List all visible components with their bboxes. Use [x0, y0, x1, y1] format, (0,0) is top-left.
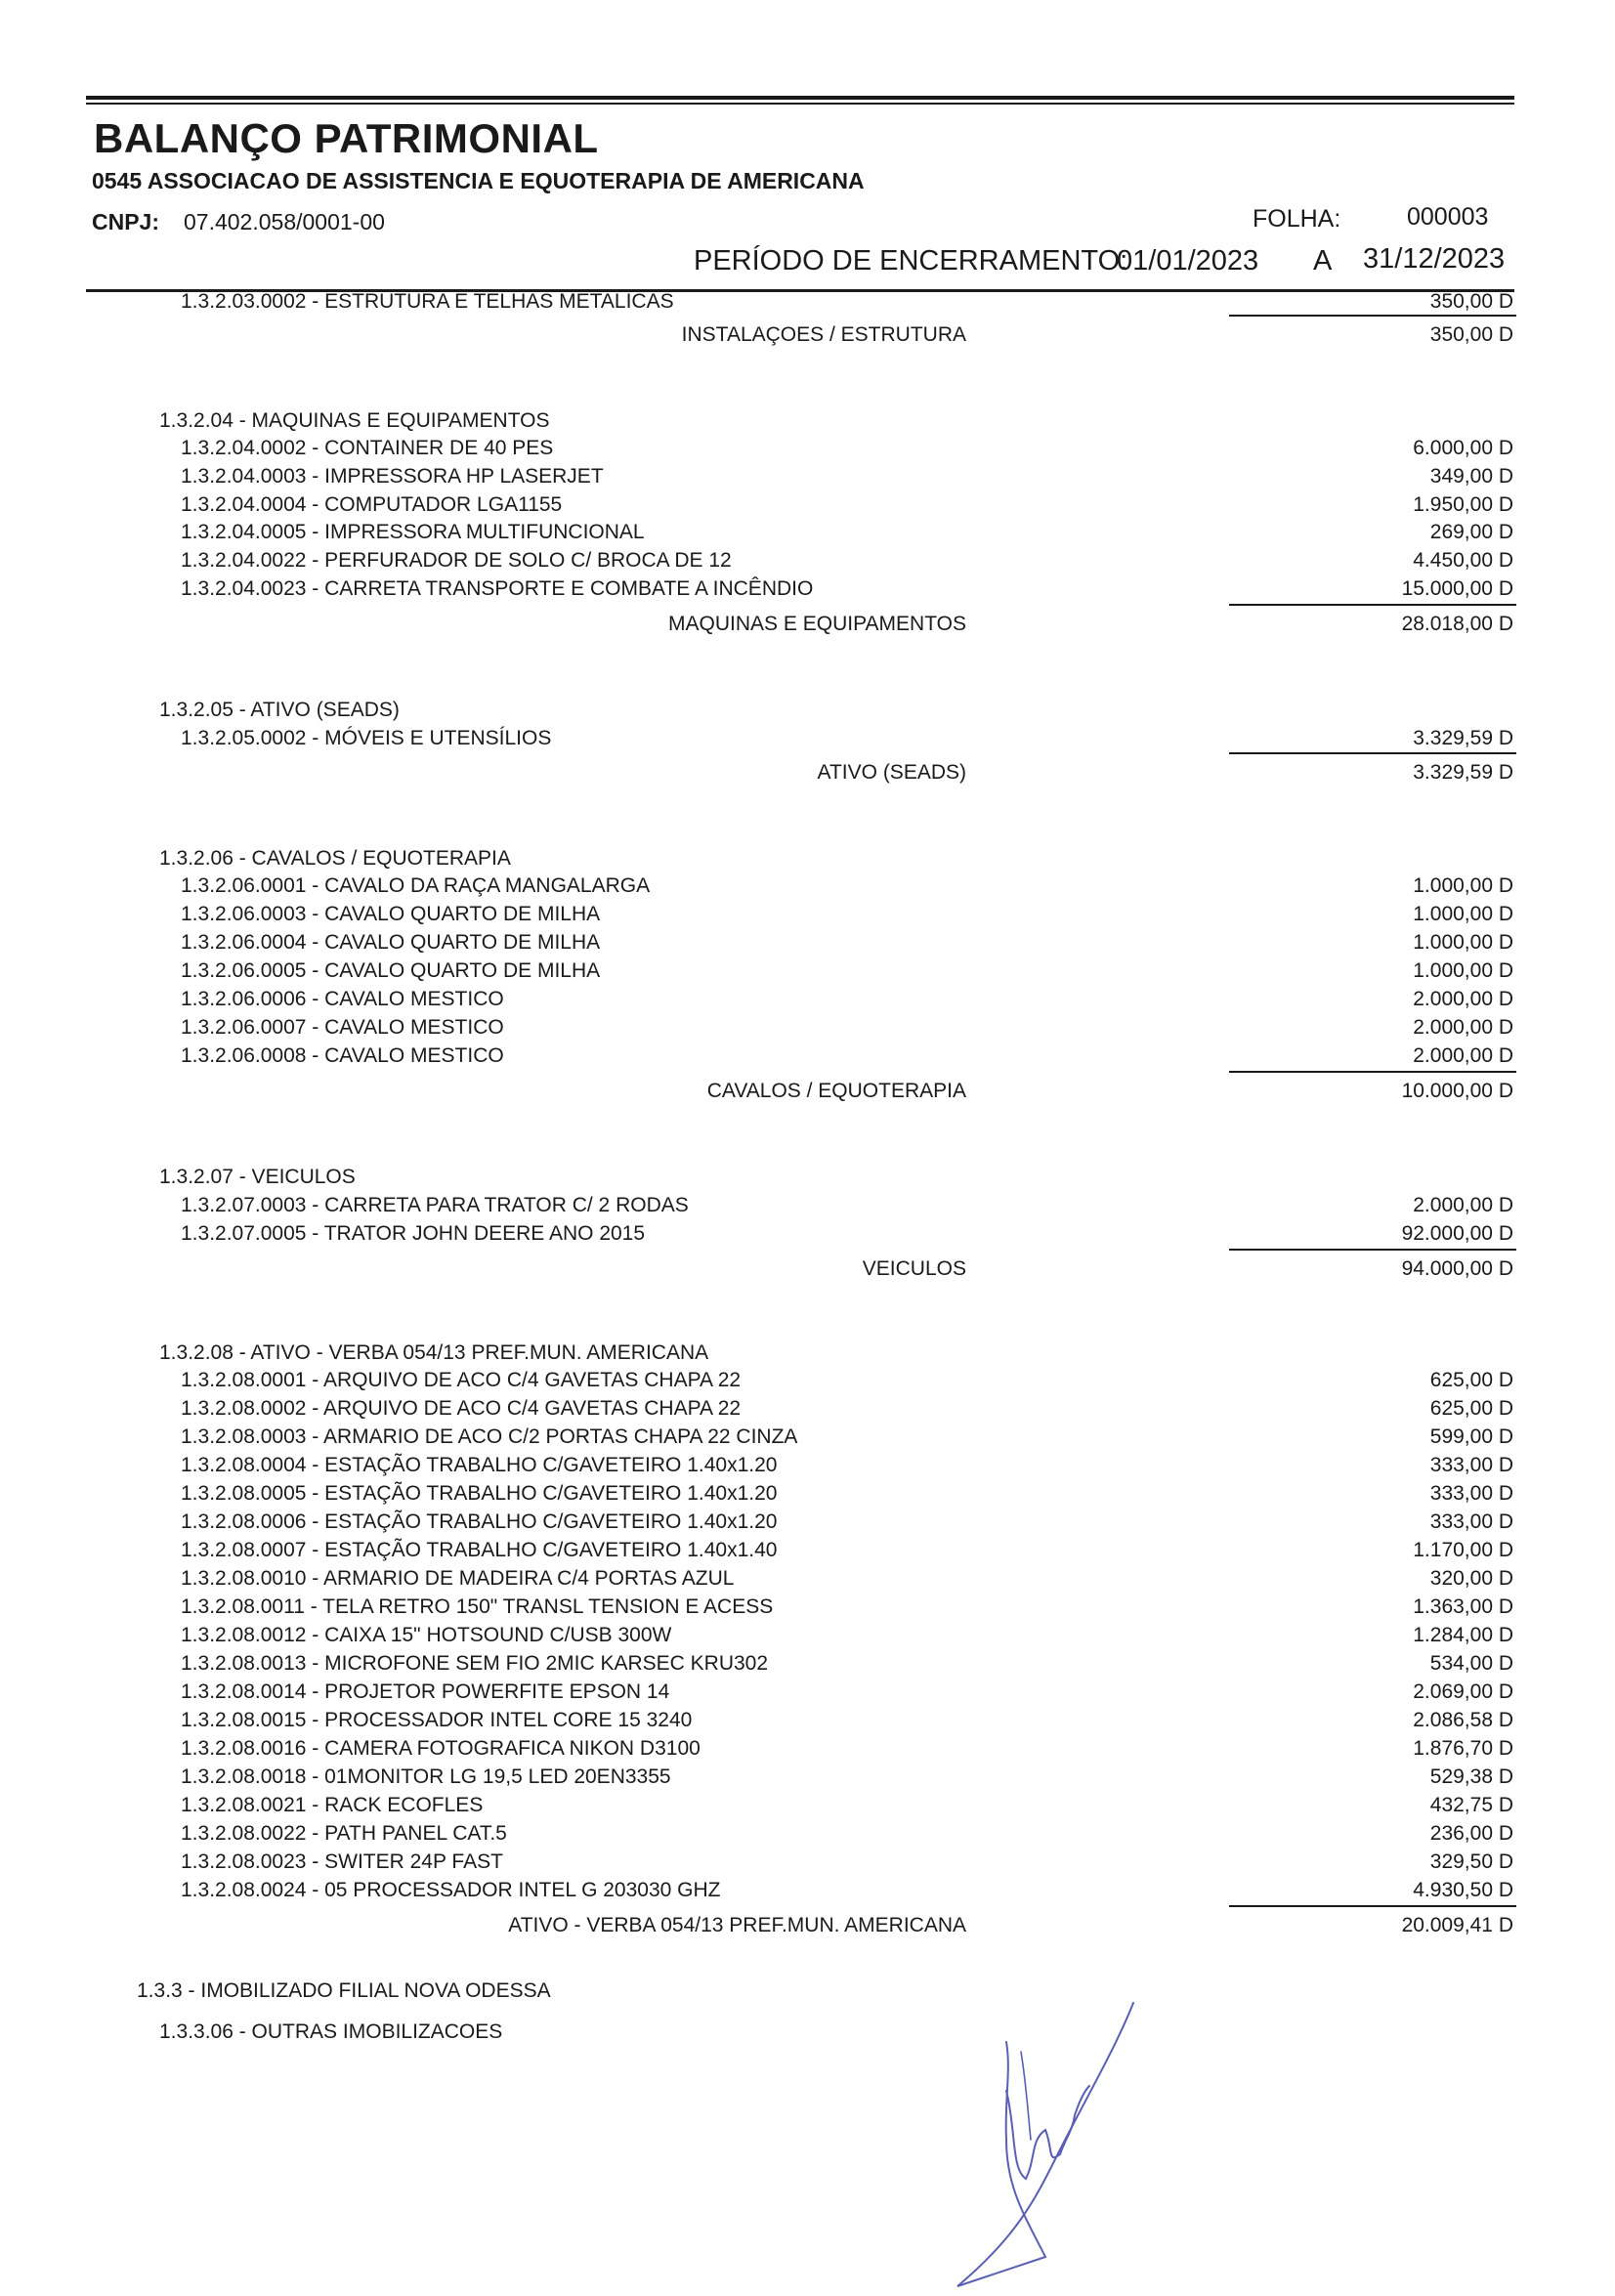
account-amount: 1.000,00 D: [1413, 903, 1513, 925]
account-row: [0, 548, 1615, 574]
account-label: 1.3.2.08.0012 - CAIXA 15" HOTSOUND C/USB 300W: [181, 1624, 672, 1646]
account-label: 1.3.2.06.0006 - CAVALO MESTICO: [181, 988, 504, 1010]
account-label: 1.3.2.08.0016 - CAMERA FOTOGRAFICA NIKON D3100: [181, 1737, 701, 1760]
account-row: [0, 1453, 1615, 1478]
account-amount: 2.000,00 D: [1413, 1044, 1513, 1067]
account-amount: 432,75 D: [1429, 1794, 1513, 1816]
subtotal-label: ATIVO (SEADS): [817, 761, 966, 784]
account-row: [0, 902, 1615, 927]
account-label: 1.3.2.05.0002 - MÓVEIS E UTENSÍLIOS: [181, 727, 552, 749]
account-amount: 333,00 D: [1429, 1454, 1513, 1476]
account-row: [0, 930, 1615, 956]
account-row: [0, 1368, 1615, 1393]
account-group-row: [0, 1165, 1615, 1190]
top-rule: [86, 96, 1514, 100]
subtotal-rule: [1229, 1905, 1516, 1907]
account-label: 1.3.2.07.0005 - TRATOR JOHN DEERE ANO 2015: [181, 1222, 646, 1245]
subtotal-row: [0, 1913, 1615, 1938]
account-label: 1.3.2.06.0005 - CAVALO QUARTO DE MILHA: [181, 959, 601, 982]
account-amount: 1.876,70 D: [1413, 1737, 1513, 1760]
account-row: [0, 1736, 1615, 1762]
account-row: [0, 576, 1615, 602]
account-row: [0, 1015, 1615, 1041]
account-group-row: [0, 846, 1615, 872]
account-row: [0, 1594, 1615, 1620]
account-amount: 92.000,00 D: [1401, 1222, 1513, 1245]
subtotal-amount: 3.329,59 D: [1413, 761, 1513, 784]
account-label: 1.3.2.08.0001 - ARQUIVO DE ACO C/4 GAVETAS CHAPA 22: [181, 1369, 742, 1391]
account-group-row: [0, 2020, 1615, 2045]
account-amount: 2.086,58 D: [1413, 1709, 1513, 1731]
account-label: 1.3.2.08.0021 - RACK ECOFLES: [181, 1794, 484, 1816]
account-row: [0, 1679, 1615, 1705]
account-amount: 333,00 D: [1429, 1482, 1513, 1505]
account-label: 1.3.2.08.0022 - PATH PANEL CAT.5: [181, 1822, 507, 1845]
account-amount: 1.000,00 D: [1413, 874, 1513, 897]
period-start-date: 01/01/2023: [1117, 245, 1259, 276]
account-row: [0, 726, 1615, 751]
subtotal-amount: 94.000,00 D: [1401, 1257, 1513, 1280]
account-label: 1.3.2.06.0003 - CAVALO QUARTO DE MILHA: [181, 903, 601, 925]
account-label: 1.3.2.08.0006 - ESTAÇÃO TRABALHO C/GAVETEIRO 1.40x1.20: [181, 1510, 778, 1533]
period-label: PERÍODO DE ENCERRAMENTO:: [694, 245, 1128, 276]
account-row: [0, 1623, 1615, 1648]
account-amount: 2.000,00 D: [1413, 1016, 1513, 1039]
account-amount: 320,00 D: [1429, 1567, 1513, 1590]
account-group-row: [0, 1978, 1615, 2004]
subtotal-label: INSTALAÇOES / ESTRUTURA: [681, 323, 966, 346]
account-row: [0, 464, 1615, 489]
account-label: 1.3.2.08.0023 - SWITER 24P FAST: [181, 1850, 503, 1873]
account-label: 1.3.3 - IMOBILIZADO FILIAL NOVA ODESSA: [137, 1979, 551, 2002]
account-amount: 625,00 D: [1429, 1369, 1513, 1391]
subtotal-amount: 28.018,00 D: [1401, 613, 1513, 635]
account-label: 1.3.2.04.0022 - PERFURADOR DE SOLO C/ BROCA DE 12: [181, 549, 732, 572]
account-label: 1.3.2.08 - ATIVO - VERBA 054/13 PREF.MUN. AMERICANA: [159, 1341, 709, 1364]
account-row: [0, 1481, 1615, 1507]
account-amount: 1.000,00 D: [1413, 931, 1513, 954]
account-amount: 349,00 D: [1429, 465, 1513, 488]
account-label: 1.3.2.08.0013 - MICROFONE SEM FIO 2MIC KARSEC KRU302: [181, 1652, 769, 1675]
subtotal-label: MAQUINAS E EQUIPAMENTOS: [668, 613, 966, 635]
account-label: 1.3.2.04.0005 - IMPRESSORA MULTIFUNCIONAL: [181, 521, 645, 543]
account-amount: 329,50 D: [1429, 1850, 1513, 1873]
account-amount: 1.950,00 D: [1413, 493, 1513, 516]
account-row: [0, 1424, 1615, 1450]
subtotal-row: [0, 1256, 1615, 1282]
account-group-row: [0, 1340, 1615, 1366]
account-row: [0, 1708, 1615, 1733]
account-label: 1.3.2.08.0011 - TELA RETRO 150" TRANSL TENSION E ACESS: [181, 1595, 774, 1618]
account-label: 1.3.2.04.0023 - CARRETA TRANSPORTE E COMBATE A INCÊNDIO: [181, 577, 814, 600]
account-label: 1.3.2.07 - VEICULOS: [159, 1166, 356, 1188]
account-amount: 269,00 D: [1429, 521, 1513, 543]
account-amount: 1.000,00 D: [1413, 959, 1513, 982]
account-amount: 15.000,00 D: [1401, 577, 1513, 600]
account-label: 1.3.2.06.0001 - CAVALO DA RAÇA MANGALARGA: [181, 874, 651, 897]
account-label: 1.3.2.08.0002 - ARQUIVO DE ACO C/4 GAVETAS CHAPA 22: [181, 1397, 742, 1420]
account-label: 1.3.2.08.0003 - ARMARIO DE ACO C/2 PORTAS CHAPA 22 CINZA: [181, 1425, 798, 1448]
account-label: 1.3.2.08.0010 - ARMARIO DE MADEIRA C/4 PORTAS AZUL: [181, 1567, 735, 1590]
subtotal-rule: [1229, 752, 1516, 754]
account-label: 1.3.2.04.0003 - IMPRESSORA HP LASERJET: [181, 465, 604, 488]
account-row: [0, 1396, 1615, 1422]
account-label: 1.3.2.06.0004 - CAVALO QUARTO DE MILHA: [181, 931, 601, 954]
organization-name: 0545 ASSOCIACAO DE ASSISTENCIA E EQUOTERAPIA DE AMERICANA: [92, 168, 865, 193]
account-row: [0, 1221, 1615, 1247]
subtotal-rule: [1229, 604, 1516, 606]
subtotal-row: [0, 760, 1615, 786]
folha-label: FOLHA:: [1253, 205, 1341, 233]
subtotal-amount: 20.009,41 D: [1401, 1914, 1513, 1936]
subtotal-row: [0, 322, 1615, 348]
account-amount: 4.930,50 D: [1413, 1879, 1513, 1901]
account-row: [0, 492, 1615, 518]
account-label: 1.3.2.06.0007 - CAVALO MESTICO: [181, 1016, 504, 1039]
subtotal-row: [0, 612, 1615, 637]
account-label: 1.3.2.04.0004 - COMPUTADOR LGA1155: [181, 493, 563, 516]
account-label: 1.3.3.06 - OUTRAS IMOBILIZACOES: [159, 2020, 503, 2043]
folha-value: 000003: [1407, 203, 1489, 231]
account-amount: 2.069,00 D: [1413, 1680, 1513, 1703]
account-row: [0, 1043, 1615, 1069]
account-label: 1.3.2.04.0002 - CONTAINER DE 40 PES: [181, 437, 554, 459]
account-label: 1.3.2.08.0004 - ESTAÇÃO TRABALHO C/GAVETEIRO 1.40x1.20: [181, 1454, 778, 1476]
account-amount: 350,00 D: [1429, 290, 1513, 313]
account-label: 1.3.2.08.0005 - ESTAÇÃO TRABALHO C/GAVETEIRO 1.40x1.20: [181, 1482, 778, 1505]
subtotal-label: VEICULOS: [862, 1257, 966, 1280]
account-label: 1.3.2.08.0024 - 05 PROCESSADOR INTEL G 203030 GHZ: [181, 1879, 721, 1901]
account-amount: 3.329,59 D: [1413, 727, 1513, 749]
subtotal-rule: [1229, 315, 1516, 317]
account-group-row: [0, 698, 1615, 723]
subtotal-amount: 350,00 D: [1429, 323, 1513, 346]
account-label: 1.3.2.08.0007 - ESTAÇÃO TRABALHO C/GAVETEIRO 1.40x1.40: [181, 1539, 778, 1561]
account-group-row: [0, 408, 1615, 434]
period-separator: A: [1313, 245, 1333, 276]
account-label: 1.3.2.04 - MAQUINAS E EQUIPAMENTOS: [159, 409, 550, 432]
subtotal-rule: [1229, 1071, 1516, 1073]
subtotal-amount: 10.000,00 D: [1401, 1080, 1513, 1102]
account-label: 1.3.2.06 - CAVALOS / EQUOTERAPIA: [159, 847, 511, 870]
page-title: BALANÇO PATRIMONIAL: [94, 115, 599, 161]
account-row: [0, 1538, 1615, 1563]
account-amount: 625,00 D: [1429, 1397, 1513, 1420]
cnpj-value: 07.402.058/0001-00: [184, 209, 385, 234]
account-amount: 2.000,00 D: [1413, 988, 1513, 1010]
account-amount: 1.170,00 D: [1413, 1539, 1513, 1561]
account-row: [0, 1509, 1615, 1535]
top-rule-secondary: [86, 103, 1514, 105]
account-row: [0, 873, 1615, 899]
account-row: [0, 1850, 1615, 1875]
account-row: [0, 1566, 1615, 1592]
account-row: [0, 1765, 1615, 1790]
account-amount: 333,00 D: [1429, 1510, 1513, 1533]
subtotal-label: ATIVO - VERBA 054/13 PREF.MUN. AMERICANA: [508, 1914, 966, 1936]
account-row: [0, 1193, 1615, 1218]
account-row: [0, 958, 1615, 984]
account-label: 1.3.2.08.0015 - PROCESSADOR INTEL CORE 15 3240: [181, 1709, 693, 1731]
account-row: [0, 1878, 1615, 1903]
account-amount: 1.284,00 D: [1413, 1624, 1513, 1646]
account-row: [0, 1821, 1615, 1847]
account-label: 1.3.2.08.0014 - PROJETOR POWERFITE EPSON 14: [181, 1680, 670, 1703]
account-amount: 534,00 D: [1429, 1652, 1513, 1675]
subtotal-row: [0, 1079, 1615, 1104]
account-label: 1.3.2.06.0008 - CAVALO MESTICO: [181, 1044, 504, 1067]
cnpj-label: CNPJ:: [92, 209, 160, 234]
account-row: [0, 987, 1615, 1012]
account-amount: 599,00 D: [1429, 1425, 1513, 1448]
account-row: [0, 289, 1615, 315]
period-end-date: 31/12/2023: [1363, 243, 1506, 275]
account-amount: 1.363,00 D: [1413, 1595, 1513, 1618]
account-row: [0, 1793, 1615, 1818]
account-label: 1.3.2.08.0018 - 01MONITOR LG 19,5 LED 20EN3355: [181, 1765, 671, 1788]
account-amount: 529,38 D: [1429, 1765, 1513, 1788]
account-label: 1.3.2.03.0002 - ESTRUTURA E TELHAS METALICAS: [181, 290, 674, 313]
account-label: 1.3.2.05 - ATIVO (SEADS): [159, 699, 400, 721]
subtotal-rule: [1229, 1249, 1516, 1251]
account-amount: 6.000,00 D: [1413, 437, 1513, 459]
account-label: 1.3.2.07.0003 - CARRETA PARA TRATOR C/ 2 RODAS: [181, 1194, 689, 1216]
account-row: [0, 1651, 1615, 1677]
handwritten-signature: [938, 1993, 1172, 2296]
subtotal-label: CAVALOS / EQUOTERAPIA: [706, 1080, 966, 1102]
account-amount: 236,00 D: [1429, 1822, 1513, 1845]
account-row: [0, 520, 1615, 545]
account-amount: 2.000,00 D: [1413, 1194, 1513, 1216]
account-row: [0, 436, 1615, 461]
account-amount: 4.450,00 D: [1413, 549, 1513, 572]
